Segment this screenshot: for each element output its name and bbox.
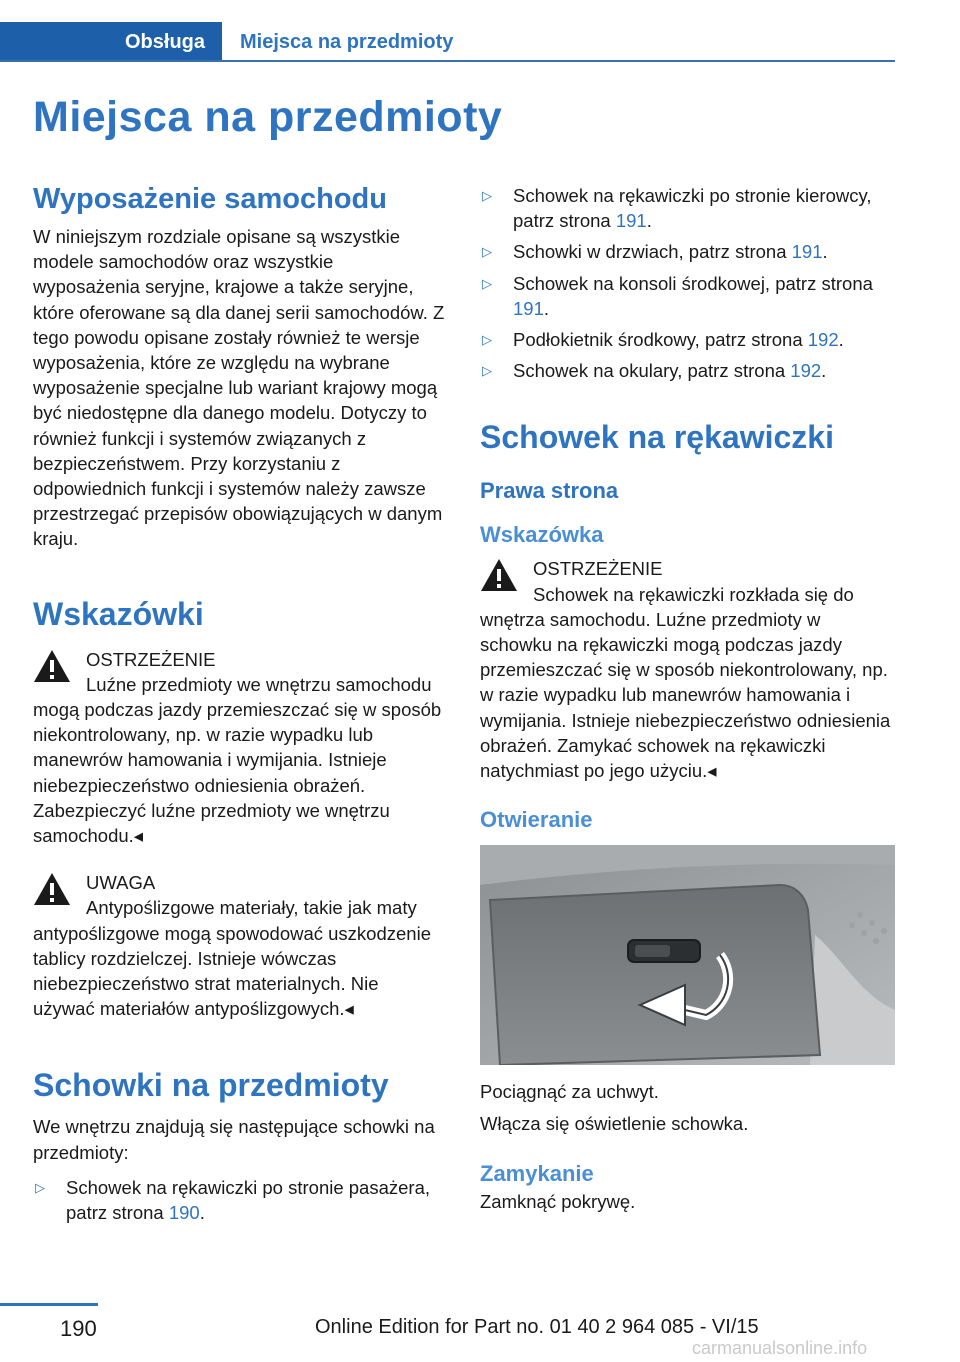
closing-subheading: Zamykanie	[480, 1160, 594, 1186]
list-item	[480, 358, 895, 383]
compartments-heading: Schowki na przedmioty	[33, 1067, 389, 1104]
list-item	[480, 239, 895, 264]
list-item	[480, 183, 895, 233]
bullet-triangle-icon: ▷	[482, 188, 492, 203]
bullet-triangle-icon: ▷	[35, 1179, 45, 1195]
warning-label: OSTRZEŻENIE	[86, 648, 216, 670]
hints-heading: Wskazówki	[33, 595, 204, 632]
caution-label: UWAGA	[86, 872, 156, 894]
warning-triangle-icon	[480, 558, 518, 592]
page-reference-link[interactable]: 192	[807, 329, 839, 351]
page-reference-link[interactable]: 190	[168, 1202, 200, 1224]
left-column	[33, 183, 445, 1231]
opening-subheading: Otwieranie	[480, 807, 593, 833]
list-item-text: Schowek na rękawiczki po stronie pasażera, patrz strona	[66, 1176, 431, 1224]
list-item-text: Schowek na rękawiczki po stronie kierowcy, patrz strona	[513, 185, 872, 232]
compartments-list	[33, 1175, 445, 1225]
page-reference-link[interactable]: 192	[790, 360, 822, 382]
list-item-end: .	[543, 297, 550, 319]
bullet-triangle-icon: ▷	[482, 275, 492, 291]
equipment-text: W niniejszym rozdziale opisane są wszystkie modele samochodów oraz wszystkie wyposażenia seryjne, krajowe a także seryjne, które oferowane są dla danej serii samochodów. Z tego powodu opisane zostały również te wersje wyposażenia, które ze względu na wybrane wyposażenie specjalne lub wariant krajowy mogą być niedostępne dla danego modelu. Dotyczy to również funkcji i systemów związanych z bezpieczeństwem. Przy korzystaniu z odpowiednich funkcji i systemów należy zawsze przestrzegać przepisów obowiązujących w danym kraju.	[33, 226, 445, 550]
footer-divider	[0, 1303, 98, 1306]
warning-triangle-icon	[33, 649, 71, 683]
section-tab[interactable]	[0, 22, 222, 62]
list-item	[480, 271, 895, 321]
list-item-text: Podłokietnik środkowy, patrz strona	[513, 329, 808, 351]
warning-triangle-icon	[33, 872, 71, 906]
glovebox-heading: Schowek na rękawiczki	[480, 419, 834, 456]
bullet-triangle-icon: ▷	[482, 363, 492, 379]
list-item-text: Schowek na konsoli środkowej, patrz strona	[513, 272, 873, 294]
closing-step: Zamknąć pokrywę.	[480, 1190, 636, 1212]
list-item-end: .	[838, 329, 844, 351]
warning-label: OSTRZEŻENIE	[533, 558, 663, 580]
right-column	[480, 183, 895, 1214]
list-item-end: .	[199, 1202, 205, 1224]
page-reference-link[interactable]: 191	[791, 241, 823, 263]
page-reference-link[interactable]: 191	[615, 210, 647, 232]
list-item	[33, 1175, 445, 1225]
current-chapter-label: Miejsca na przedmioty	[240, 30, 454, 53]
page-title: Miejsca na przedmioty	[33, 93, 503, 141]
opening-step-light: Włącza się oświetlenie schowka.	[480, 1113, 749, 1135]
compartments-intro: We wnętrzu znajdują się następujące schowki na przedmioty:	[33, 1116, 435, 1163]
current-chapter-tab[interactable]	[240, 22, 453, 62]
compartments-list-continued	[480, 183, 895, 383]
caution-text: Antypoślizgowe materiały, takie jak maty antypoślizgowe mogą spowodować uszkodzenie tablicy rozdzielczej. Istnieje wówczas niebezpieczeństwo strat materialnych. Nie używać materiałów antypoślizgowych.◂	[33, 897, 431, 1020]
bullet-triangle-icon: ▷	[482, 244, 492, 260]
watermark: carmanualsonline.info	[692, 1338, 868, 1358]
warning-box-loose-items	[33, 647, 445, 849]
equipment-heading: Wyposażenie samochodu	[33, 183, 387, 215]
list-item-text: Schowek na okulary, patrz strona	[513, 360, 791, 382]
note-subheading: Wskazówka	[480, 522, 604, 548]
caution-box-antislip	[33, 870, 445, 1021]
header-bar	[0, 22, 895, 62]
list-item-text: Schowki w drzwiach, patrz strona	[513, 241, 792, 263]
list-item-end: .	[821, 360, 827, 382]
bullet-triangle-icon: ▷	[482, 332, 492, 348]
list-item	[480, 327, 895, 352]
warning-box-glovebox	[480, 556, 895, 783]
warning-text: Luźne przedmioty we wnętrzu samochodu mogą podczas jazdy przemieszczać się w sposób niekontrolowany, np. w razie wypadku lub manewrów hamowania i wymijania. Istnieje niebezpieczeństwo odniesienia obrażeń. Zabezpieczyć luźne przedmioty we wnętrzu samochodu.◂	[33, 673, 442, 847]
edition-info: Online Edition for Part no. 01 40 2 964 085 - VI/15	[315, 1316, 759, 1338]
opening-step-pull-handle: Pociągnąć za uchwyt.	[480, 1081, 659, 1103]
warning-text: Schowek na rękawiczki rozkłada się do wnętrza samochodu. Luźne przedmioty w schowku na rękawiczki mogą podczas jazdy przemieszczać się w sposób niekontrolowany, np. w razie wypadku lub manewrów hamowania i wymijania. Istnieje niebezpieczeństwo odniesienia obrażeń. Zamykać schowek na rękawiczki natychmiast po jego użyciu.◂	[480, 583, 891, 782]
header-divider	[0, 60, 895, 62]
list-item-end: .	[646, 210, 652, 232]
glovebox-photo	[480, 845, 895, 1065]
list-item-end: .	[822, 241, 828, 263]
right-side-subheading: Prawa strona	[480, 478, 619, 504]
page-reference-link[interactable]: 191	[513, 297, 544, 319]
section-tab-label: Obsługa	[124, 30, 205, 53]
page-number: 190	[60, 1316, 97, 1341]
